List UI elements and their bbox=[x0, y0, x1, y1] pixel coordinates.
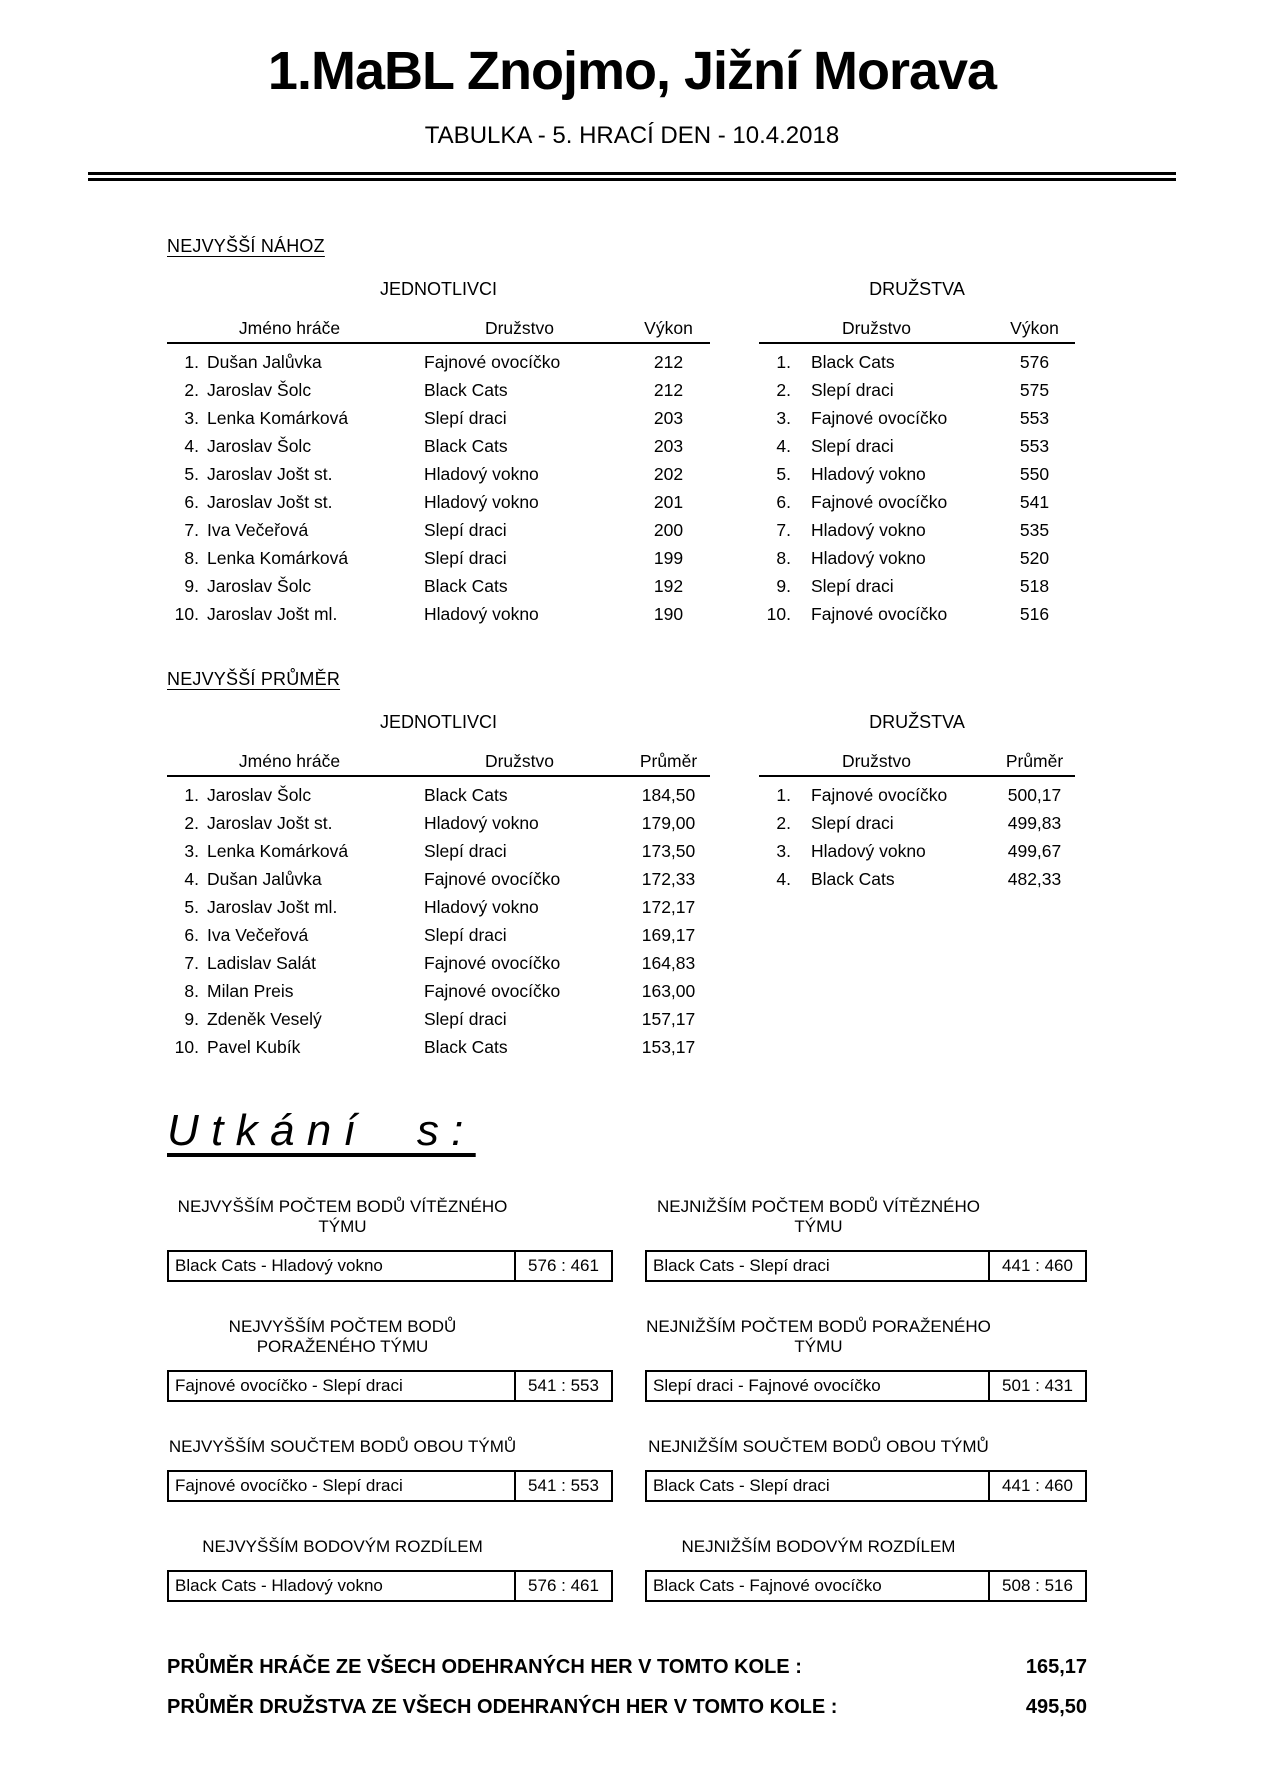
score-value: 553 bbox=[1019, 408, 1050, 428]
average-value: 500,17 bbox=[1007, 785, 1062, 805]
section-highest-score bbox=[167, 235, 1087, 628]
player-name: Dušan Jalůvka bbox=[207, 869, 322, 889]
summary-value: 165,17 bbox=[1025, 1656, 1087, 1678]
table-row bbox=[167, 1033, 710, 1061]
table-row bbox=[759, 544, 1075, 572]
score-value: 518 bbox=[1019, 576, 1050, 596]
match-box-group bbox=[645, 1197, 1087, 1282]
team-name: Black Cats bbox=[424, 576, 508, 596]
match-score: 441 : 460 bbox=[988, 1472, 1085, 1500]
team-name: Fajnové ovocíčko bbox=[811, 785, 948, 805]
table-title: JEDNOTLIVCI bbox=[379, 279, 498, 299]
summary-label: PRŮMĚR HRÁČE ZE VŠECH ODEHRANÝCH HER V TOMTO KOLE : bbox=[167, 1656, 802, 1678]
team-name: Slepí draci bbox=[424, 548, 507, 568]
team-name: Hladový vokno bbox=[424, 604, 539, 624]
team-name: Slepí draci bbox=[424, 520, 507, 540]
individuals-table bbox=[167, 257, 710, 628]
team-name: Black Cats bbox=[424, 785, 508, 805]
team-name: Black Cats bbox=[424, 380, 508, 400]
table-row bbox=[167, 544, 710, 572]
team-name: Slepí draci bbox=[811, 813, 894, 833]
match-box bbox=[167, 1370, 613, 1402]
player-name: Lenka Komárková bbox=[207, 548, 349, 568]
page-title: 1.MaBL Znojmo, Jižní Morava bbox=[267, 41, 997, 101]
row-rank: 8. bbox=[776, 548, 791, 568]
score-value: 541 bbox=[1019, 492, 1050, 512]
table-body bbox=[759, 777, 1075, 893]
col-player: Jméno hráče bbox=[238, 751, 341, 771]
section-heading: NEJVYŠŠÍ NÁHOZ bbox=[167, 236, 325, 256]
match-teams: Black Cats - Hladový vokno bbox=[175, 1576, 383, 1595]
average-value: 153,17 bbox=[641, 1037, 696, 1057]
table-row bbox=[167, 600, 710, 628]
summary-label: PRŮMĚR DRUŽSTVA ZE VŠECH ODEHRANÝCH HER V TOMTO KOLE : bbox=[167, 1696, 838, 1718]
row-rank: 10. bbox=[766, 604, 791, 624]
row-rank: 1. bbox=[776, 352, 791, 372]
team-name: Fajnové ovocíčko bbox=[811, 492, 948, 512]
match-score: 576 : 461 bbox=[514, 1252, 611, 1280]
teams-table bbox=[759, 690, 1075, 1061]
score-value: 576 bbox=[1019, 352, 1050, 372]
col-team: Družstvo bbox=[484, 318, 555, 338]
average-value: 179,00 bbox=[641, 813, 696, 833]
table-row bbox=[167, 516, 710, 544]
teams-table bbox=[759, 257, 1075, 628]
average-value: 172,33 bbox=[641, 869, 696, 889]
col-value: Průměr bbox=[1005, 751, 1064, 771]
team-name: Black Cats bbox=[811, 352, 895, 372]
report-content bbox=[167, 235, 1087, 1727]
average-value: 157,17 bbox=[641, 1009, 696, 1029]
player-name: Jaroslav Šolc bbox=[207, 785, 312, 805]
match-box bbox=[645, 1470, 1087, 1502]
table-body bbox=[759, 344, 1075, 628]
player-name: Jaroslav Šolc bbox=[207, 380, 312, 400]
match-box-label: NEJVYŠŠÍM POČTEM BODŮ PORAŽENÉHO TÝMU bbox=[228, 1317, 457, 1356]
match-box-group bbox=[167, 1437, 613, 1502]
col-value: Výkon bbox=[1010, 318, 1059, 338]
table-row bbox=[759, 376, 1075, 404]
team-name: Hladový vokno bbox=[811, 520, 926, 540]
match-box-group bbox=[645, 1537, 1087, 1602]
summary-row bbox=[167, 1687, 1087, 1727]
table-row bbox=[759, 781, 1075, 809]
col-team: Družstvo bbox=[841, 318, 912, 338]
row-rank: 1. bbox=[776, 785, 791, 805]
col-value: Průměr bbox=[639, 751, 698, 771]
section-highest-average bbox=[167, 668, 1087, 1061]
table-row bbox=[759, 348, 1075, 376]
row-rank: 5. bbox=[184, 897, 199, 917]
match-box-label: NEJVYŠŠÍM POČTEM BODŮ VÍTĚZNÉHO TÝMU bbox=[177, 1197, 508, 1236]
player-name: Lenka Komárková bbox=[207, 408, 349, 428]
table-row bbox=[167, 977, 710, 1005]
col-value: Výkon bbox=[644, 318, 693, 338]
player-name: Jaroslav Jošt ml. bbox=[207, 897, 338, 917]
table-row bbox=[759, 488, 1075, 516]
table-header bbox=[759, 752, 1075, 777]
team-name: Fajnové ovocíčko bbox=[424, 869, 561, 889]
summary-row bbox=[167, 1647, 1087, 1687]
table-title: DRUŽSTVA bbox=[869, 712, 965, 732]
table-row bbox=[167, 781, 710, 809]
team-name: Black Cats bbox=[424, 436, 508, 456]
match-teams: Fajnové ovocíčko - Slepí draci bbox=[175, 1376, 403, 1395]
individuals-table bbox=[167, 690, 710, 1061]
team-name: Hladový vokno bbox=[811, 548, 926, 568]
score-value: 190 bbox=[653, 604, 684, 624]
score-value: 203 bbox=[653, 408, 684, 428]
round-summary bbox=[167, 1647, 1087, 1727]
row-rank: 7. bbox=[184, 520, 199, 540]
row-rank: 6. bbox=[776, 492, 791, 512]
score-value: 520 bbox=[1019, 548, 1050, 568]
table-row bbox=[167, 460, 710, 488]
table-body bbox=[167, 777, 710, 1061]
table-row bbox=[759, 432, 1075, 460]
match-box-label: NEJNIŽŠÍM POČTEM BODŮ VÍTĚZNÉHO TÝMU bbox=[656, 1197, 981, 1236]
team-name: Fajnové ovocíčko bbox=[811, 408, 948, 428]
row-rank: 2. bbox=[184, 380, 199, 400]
team-name: Hladový vokno bbox=[811, 464, 926, 484]
average-value: 169,17 bbox=[641, 925, 696, 945]
table-row bbox=[759, 460, 1075, 488]
score-value: 535 bbox=[1019, 520, 1050, 540]
table-row bbox=[167, 837, 710, 865]
col-player: Jméno hráče bbox=[238, 318, 341, 338]
match-box-group bbox=[167, 1197, 613, 1282]
table-row bbox=[167, 432, 710, 460]
average-value: 482,33 bbox=[1007, 869, 1062, 889]
tables-row bbox=[167, 690, 1087, 1061]
row-rank: 4. bbox=[776, 869, 791, 889]
player-name: Lenka Komárková bbox=[207, 841, 349, 861]
table-row bbox=[167, 1005, 710, 1033]
match-teams: Slepí draci - Fajnové ovocíčko bbox=[653, 1376, 881, 1395]
score-value: 201 bbox=[653, 492, 684, 512]
table-row bbox=[167, 348, 710, 376]
row-rank: 3. bbox=[776, 841, 791, 861]
player-name: Jaroslav Jošt ml. bbox=[207, 604, 338, 624]
row-rank: 3. bbox=[776, 408, 791, 428]
team-name: Slepí draci bbox=[811, 380, 894, 400]
row-rank: 1. bbox=[184, 785, 199, 805]
row-rank: 6. bbox=[184, 492, 199, 512]
player-name: Dušan Jalůvka bbox=[207, 352, 322, 372]
row-rank: 9. bbox=[184, 1009, 199, 1029]
player-name: Zdeněk Veselý bbox=[207, 1009, 322, 1029]
match-teams: Black Cats - Fajnové ovocíčko bbox=[653, 1576, 882, 1595]
player-name: Milan Preis bbox=[207, 981, 294, 1001]
page-subtitle: TABULKA - 5. HRACÍ DEN - 10.4.2018 bbox=[424, 122, 840, 149]
score-value: 203 bbox=[653, 436, 684, 456]
row-rank: 3. bbox=[184, 841, 199, 861]
team-name: Black Cats bbox=[424, 1037, 508, 1057]
match-box bbox=[167, 1470, 613, 1502]
match-box-label: NEJNIŽŠÍM POČTEM BODŮ PORAŽENÉHO TÝMU bbox=[646, 1317, 991, 1356]
row-rank: 7. bbox=[184, 953, 199, 973]
team-name: Hladový vokno bbox=[424, 464, 539, 484]
table-header bbox=[759, 319, 1075, 344]
table-row bbox=[167, 893, 710, 921]
team-name: Slepí draci bbox=[424, 925, 507, 945]
team-name: Hladový vokno bbox=[811, 841, 926, 861]
score-value: 200 bbox=[653, 520, 684, 540]
average-value: 173,50 bbox=[641, 841, 696, 861]
team-name: Slepí draci bbox=[424, 408, 507, 428]
table-row bbox=[759, 837, 1075, 865]
col-team: Družstvo bbox=[484, 751, 555, 771]
matches-heading: Utkání s: bbox=[167, 1106, 476, 1155]
row-rank: 4. bbox=[184, 436, 199, 456]
row-rank: 9. bbox=[184, 576, 199, 596]
player-name: Jaroslav Jošt st. bbox=[207, 492, 333, 512]
match-box-label: NEJVYŠŠÍM BODOVÝM ROZDÍLEM bbox=[202, 1537, 483, 1556]
player-name: Iva Večeřová bbox=[207, 925, 309, 945]
match-score: 508 : 516 bbox=[988, 1572, 1085, 1600]
player-name: Jaroslav Šolc bbox=[207, 436, 312, 456]
table-row bbox=[167, 404, 710, 432]
match-score: 541 : 553 bbox=[514, 1372, 611, 1400]
table-row bbox=[759, 809, 1075, 837]
table-title: JEDNOTLIVCI bbox=[379, 712, 498, 732]
table-row bbox=[759, 865, 1075, 893]
team-name: Fajnové ovocíčko bbox=[424, 953, 561, 973]
row-rank: 1. bbox=[184, 352, 199, 372]
average-value: 172,17 bbox=[641, 897, 696, 917]
match-teams: Black Cats - Hladový vokno bbox=[175, 1256, 383, 1275]
team-name: Black Cats bbox=[811, 869, 895, 889]
match-box bbox=[645, 1370, 1087, 1402]
player-name: Jaroslav Jošt st. bbox=[207, 464, 333, 484]
row-rank: 2. bbox=[776, 380, 791, 400]
average-value: 499,83 bbox=[1007, 813, 1062, 833]
table-row bbox=[759, 404, 1075, 432]
row-rank: 4. bbox=[776, 436, 791, 456]
table-row bbox=[167, 809, 710, 837]
match-score: 441 : 460 bbox=[988, 1252, 1085, 1280]
row-rank: 10. bbox=[174, 1037, 199, 1057]
match-score: 541 : 553 bbox=[514, 1472, 611, 1500]
table-header bbox=[167, 752, 710, 777]
team-name: Slepí draci bbox=[424, 841, 507, 861]
table-row bbox=[759, 572, 1075, 600]
row-rank: 7. bbox=[776, 520, 791, 540]
average-value: 499,67 bbox=[1007, 841, 1062, 861]
match-teams: Fajnové ovocíčko - Slepí draci bbox=[175, 1476, 403, 1495]
match-score: 501 : 431 bbox=[988, 1372, 1085, 1400]
match-box bbox=[645, 1570, 1087, 1602]
player-name: Iva Večeřová bbox=[207, 520, 309, 540]
table-row bbox=[167, 376, 710, 404]
row-rank: 10. bbox=[174, 604, 199, 624]
player-name: Ladislav Salát bbox=[207, 953, 316, 973]
match-box-label: NEJNIŽŠÍM BODOVÝM ROZDÍLEM bbox=[681, 1537, 956, 1556]
table-header bbox=[167, 319, 710, 344]
team-name: Hladový vokno bbox=[424, 813, 539, 833]
score-value: 199 bbox=[653, 548, 684, 568]
table-row bbox=[167, 949, 710, 977]
match-box-label: NEJVYŠŠÍM SOUČTEM BODŮ OBOU TÝMŮ bbox=[168, 1437, 517, 1456]
team-name: Hladový vokno bbox=[424, 492, 539, 512]
match-box-group bbox=[167, 1537, 613, 1602]
average-value: 164,83 bbox=[641, 953, 696, 973]
divider bbox=[88, 172, 1176, 181]
match-boxes-grid bbox=[167, 1197, 1087, 1602]
team-name: Slepí draci bbox=[811, 576, 894, 596]
row-rank: 8. bbox=[184, 981, 199, 1001]
section-heading: NEJVYŠŠÍ PRŮMĚR bbox=[167, 669, 341, 689]
match-box bbox=[167, 1250, 613, 1282]
average-value: 163,00 bbox=[641, 981, 696, 1001]
row-rank: 6. bbox=[184, 925, 199, 945]
match-teams: Black Cats - Slepí draci bbox=[653, 1476, 830, 1495]
table-row bbox=[167, 572, 710, 600]
row-rank: 8. bbox=[184, 548, 199, 568]
table-row bbox=[759, 600, 1075, 628]
score-value: 212 bbox=[653, 380, 684, 400]
player-name: Jaroslav Šolc bbox=[207, 576, 312, 596]
table-title: DRUŽSTVA bbox=[869, 279, 965, 299]
score-value: 550 bbox=[1019, 464, 1050, 484]
match-box-label: NEJNIŽŠÍM SOUČTEM BODŮ OBOU TÝMŮ bbox=[648, 1437, 989, 1456]
team-name: Fajnové ovocíčko bbox=[424, 981, 561, 1001]
match-teams: Black Cats - Slepí draci bbox=[653, 1256, 830, 1275]
score-value: 553 bbox=[1019, 436, 1050, 456]
team-name: Hladový vokno bbox=[424, 897, 539, 917]
table-row bbox=[759, 516, 1075, 544]
match-box bbox=[167, 1570, 613, 1602]
player-name: Jaroslav Jošt st. bbox=[207, 813, 333, 833]
row-rank: 2. bbox=[184, 813, 199, 833]
table-row bbox=[167, 921, 710, 949]
team-name: Fajnové ovocíčko bbox=[424, 352, 561, 372]
col-team: Družstvo bbox=[841, 751, 912, 771]
match-box bbox=[645, 1250, 1087, 1282]
team-name: Slepí draci bbox=[811, 436, 894, 456]
row-rank: 2. bbox=[776, 813, 791, 833]
score-value: 212 bbox=[653, 352, 684, 372]
score-value: 575 bbox=[1019, 380, 1050, 400]
row-rank: 3. bbox=[184, 408, 199, 428]
table-body bbox=[167, 344, 710, 628]
match-score: 576 : 461 bbox=[514, 1572, 611, 1600]
table-row bbox=[167, 488, 710, 516]
score-value: 202 bbox=[653, 464, 684, 484]
player-name: Pavel Kubík bbox=[207, 1037, 301, 1057]
summary-value: 495,50 bbox=[1025, 1696, 1087, 1718]
table-row bbox=[167, 865, 710, 893]
match-box-group bbox=[167, 1317, 613, 1402]
match-box-group bbox=[645, 1437, 1087, 1502]
row-rank: 5. bbox=[776, 464, 791, 484]
row-rank: 9. bbox=[776, 576, 791, 596]
row-rank: 5. bbox=[184, 464, 199, 484]
team-name: Slepí draci bbox=[424, 1009, 507, 1029]
tables-row bbox=[167, 257, 1087, 628]
match-box-group bbox=[645, 1317, 1087, 1402]
score-value: 192 bbox=[653, 576, 684, 596]
score-value: 516 bbox=[1019, 604, 1050, 624]
average-value: 184,50 bbox=[641, 785, 696, 805]
row-rank: 4. bbox=[184, 869, 199, 889]
team-name: Fajnové ovocíčko bbox=[811, 604, 948, 624]
